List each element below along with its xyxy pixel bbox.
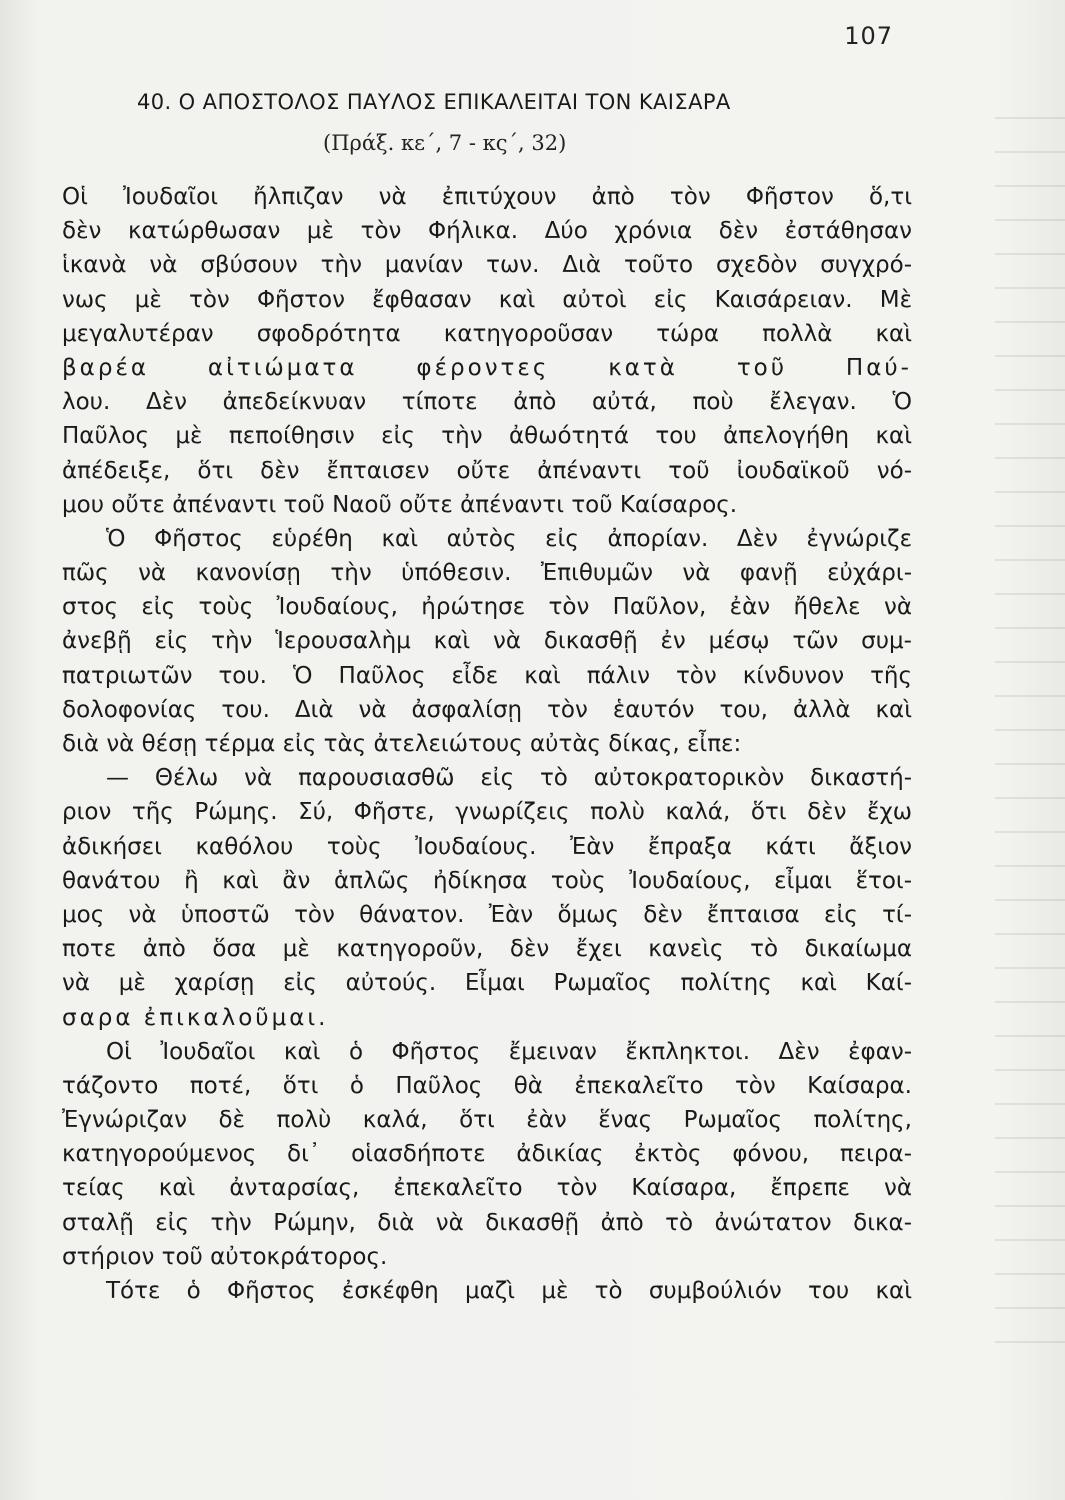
text-line: μου οὔτε ἀπέναντι τοῦ Ναοῦ οὔτε ἀπέναντι τοῦ Καίσαρος. (62, 491, 738, 518)
text-line: νὰ μὲ χαρίσῃ εἰς αὐτούς. Εἶμαι Ρωμαῖος πολίτης καὶ Καί- (62, 970, 912, 997)
text-line: τάζοντο ποτέ, ὅτι ὁ Παῦλος θὰ ἐπεκαλεῖτο τὸν Καίσαρα. (62, 1072, 912, 1099)
text-line: Οἱ Ἰουδαῖοι ἤλπιζαν νὰ ἐπιτύχουν ἀπὸ τὸν Φῆστον ὅ,τι (62, 184, 912, 210)
text-line: Οἱ Ἰουδαῖοι καὶ ὁ Φῆστος ἔμειναν ἔκπληκτοι. Δὲν ἐφαν- (106, 1038, 912, 1065)
text-line: ἀδικήσει καθόλου τοὺς Ἰουδαίους. Ἐὰν ἔπραξα κάτι ἄξιον (62, 833, 912, 860)
show-through-text (995, 95, 1065, 1355)
text-line: στος εἰς τοὺς Ἰουδαίους, ἠρώτησε τὸν Παῦλον, ἐὰν ἤθελε νὰ (62, 594, 912, 621)
text-line: βαρέα αἰτιώματα φέροντες κατὰ τοῦ Παύ- (62, 354, 912, 381)
text-line: λου. Δὲν ἀπεδείκνυαν τίποτε ἀπὸ αὐτά, ποὺ ἔλεγαν. Ὁ (62, 389, 912, 416)
text-line: ἀπέδειξε, ὅτι δὲν ἔπταισεν οὔτε ἀπέναντι τοῦ ἰουδαϊκοῦ νό- (62, 457, 912, 484)
text-line: Ἐγνώριζαν δὲ πολὺ καλά, ὅτι ἐὰν ἕνας Ρωμαῖος πολίτης, (62, 1107, 912, 1134)
text-line: ποτε ἀπὸ ὅσα μὲ κατηγοροῦν, δὲν ἔχει κανεὶς τὸ δικαίωμα (62, 936, 912, 963)
text-line: διὰ νὰ θέσῃ τέρμα εἰς τὰς ἀτελειώτους αὐτὰς δίκας, εἶπε: (62, 731, 742, 757)
text-line: ἱκανὰ νὰ σβύσουν τὴν μανίαν των. Διὰ τοῦτο σχεδὸν συγχρό- (62, 252, 912, 279)
text-line: Παῦλος μὲ πεποίθησιν εἰς τὴν ἀθωότητά του ἀπελογήθη καὶ (62, 423, 912, 450)
chapter-title: 40. Ο ΑΠΟΣΤΟΛΟΣ ΠΑΥΛΟΣ ΕΠΙΚΑΛΕΙΤΑΙ ΤΟΝ ΚΑΙΣΑΡΑ (137, 90, 731, 114)
text-line: νως μὲ τὸν Φῆστον ἔφθασαν καὶ αὐτοὶ εἰς Καισάρειαν. Μὲ (62, 286, 912, 313)
text-line: μος νὰ ὑποστῶ τὸν θάνατον. Ἐὰν ὅμως δὲν ἔπταισα εἰς τί- (62, 901, 912, 928)
text-line: πατριωτῶν του. Ὁ Παῦλος εἶδε καὶ πάλιν τὸν κίνδυνον τῆς (62, 662, 912, 689)
text-line: σαρα ἐπικαλοῦμαι. (62, 1004, 329, 1031)
text-line: — Θέλω νὰ παρουσιασθῶ εἰς τὸ αὐτοκρατορικὸν δικαστή- (106, 765, 912, 792)
text-line: κατηγορούμενος δι᾽ οἱασδήποτε ἀδικίας ἐκτὸς φόνου, πειρα- (62, 1141, 912, 1168)
text-line: τείας καὶ ἀνταρσίας, ἐπεκαλεῖτο τὸν Καίσαρα, ἔπρεπε νὰ (62, 1175, 912, 1202)
scripture-reference: (Πράξ. κε΄, 7 - κς΄, 32) (323, 131, 567, 155)
page-number: 107 (844, 22, 893, 50)
text-line: δολοφονίας του. Διὰ νὰ ἀσφαλίσῃ τὸν ἑαυτόν του, ἀλλὰ καὶ (62, 696, 912, 723)
text-line: θανάτου ἢ καὶ ἂν ἁπλῶς ἠδίκησα τοὺς Ἰουδαίους, εἶμαι ἕτοι- (62, 867, 912, 894)
text-line: στήριον τοῦ αὐτοκράτορος. (62, 1243, 388, 1270)
text-line: πῶς νὰ κανονίσῃ τὴν ὑπόθεσιν. Ἐπιθυμῶν νὰ φανῇ εὐχάρι- (62, 560, 912, 587)
text-line: μεγαλυτέραν σφοδρότητα κατηγοροῦσαν τώρα πολλὰ καὶ (62, 320, 912, 347)
text-line: ἀνεβῇ εἰς τὴν Ἱερουσαλὴμ καὶ νὰ δικασθῇ ἐν μέσῳ τῶν συμ- (62, 628, 912, 655)
text-line: Τότε ὁ Φῆστος ἐσκέφθη μαζὶ μὲ τὸ συμβούλιόν του καὶ (106, 1278, 912, 1304)
text-line: σταλῇ εἰς τὴν Ρώμην, διὰ νὰ δικασθῇ ἀπὸ τὸ ἀνώτατον δικα- (62, 1209, 912, 1236)
text-line: Ὁ Φῆστος εὑρέθη καὶ αὐτὸς εἰς ἀπορίαν. Δὲν ἐγνώριζε (106, 525, 912, 552)
text-line: δὲν κατώρθωσαν μὲ τὸν Φήλικα. Δύο χρόνια δὲν ἐστάθησαν (62, 218, 912, 245)
text-line: ριον τῆς Ρώμης. Σύ, Φῆστε, γνωρίζεις πολὺ καλά, ὅτι δὲν ἔχω (62, 799, 912, 826)
body-text (62, 180, 912, 1308)
